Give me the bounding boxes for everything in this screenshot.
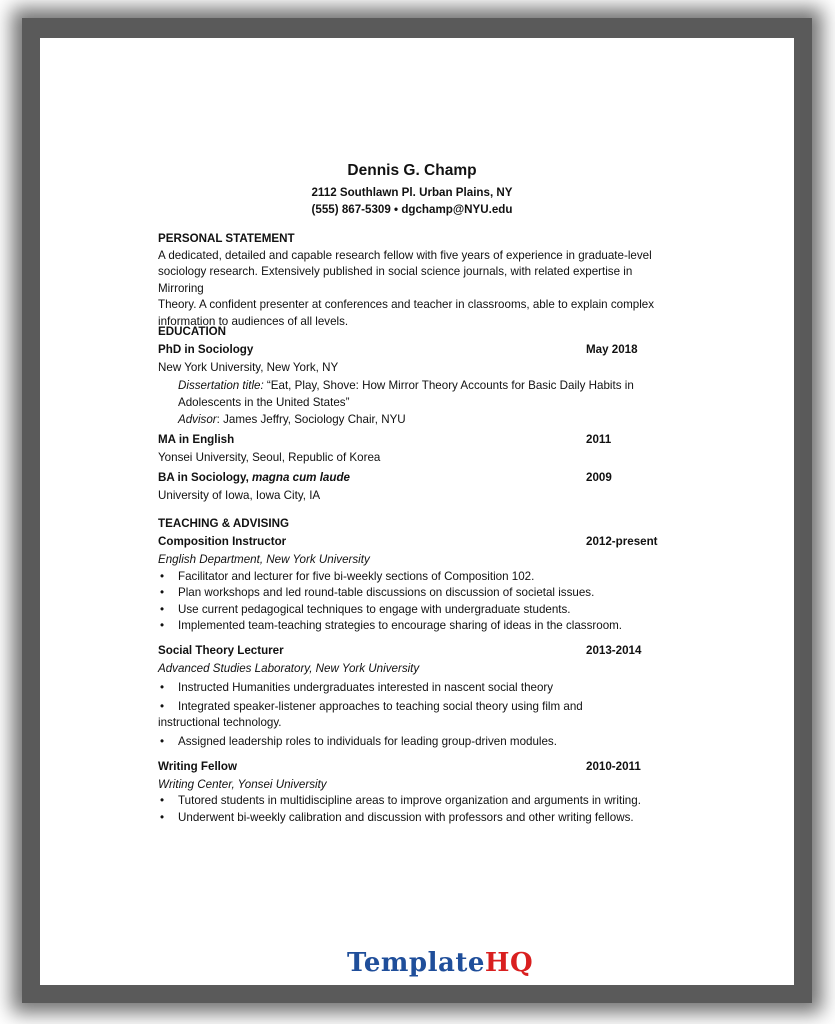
list-item: • Instructed Humanities undergraduates interested in nascent social theory bbox=[158, 680, 678, 699]
list-item: • Assigned leadership roles to individuals for leading group-driven modules. bbox=[158, 734, 678, 751]
advisor-label: Advisor bbox=[178, 412, 217, 426]
list-item: • Integrated speaker-listener approaches to teaching social theory using film and bbox=[158, 699, 678, 716]
ba-date: 2009 bbox=[586, 470, 612, 484]
dissertation-title-2: Adolescents in the United States” bbox=[178, 395, 350, 409]
dissertation-label: Dissertation title: bbox=[178, 379, 264, 392]
logo-part-template: Template bbox=[347, 948, 485, 978]
ba-school: University of Iowa, Iowa City, IA bbox=[158, 488, 321, 502]
dissertation-title-1: “Eat, Play, Shove: How Mirror Theory Accounts for Basic Daily Habits in bbox=[263, 379, 634, 392]
education-heading: EDUCATION bbox=[158, 325, 227, 338]
ba-degree: BA in Sociology, bbox=[158, 470, 253, 484]
templatehq-logo bbox=[347, 948, 533, 978]
list-item: • Plan workshops and led round-table discussions on discussion of societal issues. bbox=[158, 585, 678, 602]
dissertation bbox=[158, 378, 678, 395]
statement-line: Theory. A confident presenter at conferences and teacher in classrooms, able to explain complex bbox=[158, 298, 655, 311]
composition-role: Composition Instructor bbox=[158, 535, 287, 548]
advisor-value: : James Jeffry, Sociology Chair, NYU bbox=[216, 412, 406, 426]
ba-row bbox=[158, 470, 678, 488]
composition-row bbox=[158, 534, 678, 552]
ma-degree: MA in English bbox=[158, 432, 235, 446]
personal-statement-section bbox=[158, 231, 678, 330]
resume-contact: (555) 867-5309 • dgchamp@NYU.edu bbox=[311, 203, 513, 216]
ma-row bbox=[158, 432, 678, 450]
advisor bbox=[158, 412, 678, 432]
resume-page bbox=[40, 38, 794, 985]
writing-fellow-bullets bbox=[158, 793, 678, 826]
list-item: • Tutored students in multidiscipline areas to improve organization and arguments in writing. bbox=[158, 793, 678, 810]
phd-row bbox=[158, 342, 678, 360]
list-item: • Facilitator and lecturer for five bi-weekly sections of Composition 102. bbox=[158, 569, 678, 586]
ma-school: Yonsei University, Seoul, Republic of Korea bbox=[158, 450, 381, 464]
teaching-section bbox=[158, 516, 678, 826]
social-theory-bullets bbox=[158, 680, 678, 751]
composition-bullets bbox=[158, 569, 678, 635]
phd-degree: PhD in Sociology bbox=[158, 343, 254, 356]
social-theory-row bbox=[158, 643, 678, 661]
list-item: • Underwent bi-weekly calibration and discussion with professors and other writing fellows. bbox=[158, 810, 678, 827]
phd-school: New York University, New York, NY bbox=[158, 361, 339, 374]
ma-date: 2011 bbox=[586, 432, 612, 446]
ba-honors: magna cum laude bbox=[252, 470, 350, 484]
composition-org: English Department, New York University bbox=[158, 553, 370, 566]
list-item: • Use current pedagogical techniques to engage with undergraduate students. bbox=[158, 602, 678, 619]
composition-date: 2012-present bbox=[586, 535, 658, 548]
statement-line: sociology research. Extensively published in social science journals, with related expertise in Mirroring bbox=[158, 265, 633, 295]
statement-line: A dedicated, detailed and capable research fellow with five years of experience in graduate-level bbox=[158, 248, 652, 262]
teaching-heading: TEACHING & ADVISING bbox=[158, 517, 289, 530]
writing-fellow-org: Writing Center, Yonsei University bbox=[158, 777, 327, 791]
education-section bbox=[158, 324, 678, 504]
social-theory-role: Social Theory Lecturer bbox=[158, 643, 284, 657]
writing-fellow-row bbox=[158, 759, 678, 777]
list-item-continuation: instructional technology. bbox=[158, 716, 282, 729]
writing-fellow-role: Writing Fellow bbox=[158, 759, 238, 773]
logo-part-hq: HQ bbox=[484, 948, 534, 978]
social-theory-date: 2013-2014 bbox=[586, 643, 642, 657]
personal-statement-heading: PERSONAL STATEMENT bbox=[158, 232, 295, 245]
resume-address: 2112 Southlawn Pl. Urban Plains, NY bbox=[311, 186, 513, 199]
social-theory-org: Advanced Studies Laboratory, New York University bbox=[158, 661, 420, 675]
statement-line: information to audiences of all levels. bbox=[158, 314, 349, 328]
writing-fellow-date: 2010-2011 bbox=[586, 759, 641, 773]
resume-name: Dennis G. Champ bbox=[347, 162, 477, 179]
list-item: • Implemented team-teaching strategies to encourage sharing of ideas in the classroom. bbox=[158, 618, 678, 635]
phd-date: May 2018 bbox=[586, 343, 638, 356]
